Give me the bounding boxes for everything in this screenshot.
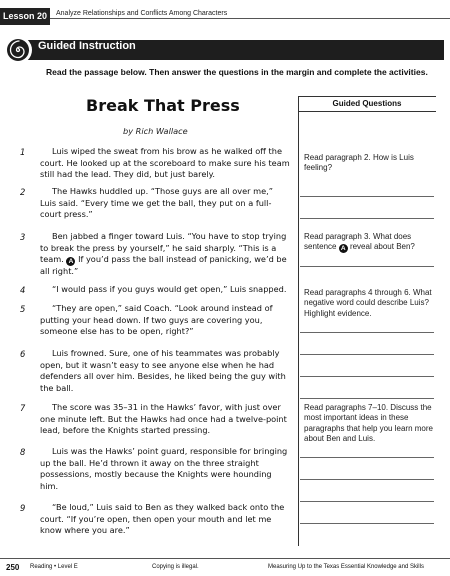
- answer-line[interactable]: [300, 501, 434, 502]
- marker-a-icon: A: [339, 244, 348, 253]
- lesson-subtitle: Analyze Relationships and Conflicts Among Characters: [56, 10, 228, 17]
- guided-questions-header: Guided Questions: [298, 96, 436, 112]
- guided-instruction-bar: [12, 40, 444, 60]
- paragraph-1: Luis wiped the sweat from his brow as he walked off the court. He looked up at the scoreboard to make sure his team still had the lead. They did, but just barely.: [40, 146, 290, 180]
- paragraph-6: Luis frowned. Sure, one of his teammates was probably open, but it wasn’t easy to see anyone else when he had defenders all over him. Besides, he liked being the guy with the ball.: [40, 348, 286, 393]
- answer-line[interactable]: [300, 398, 434, 399]
- page-number: 250: [6, 563, 20, 572]
- answer-line[interactable]: [300, 266, 434, 267]
- instructions-text: Read the passage below. Then answer the questions in the margin and complete the activities.: [46, 67, 428, 77]
- answer-line[interactable]: [300, 457, 434, 458]
- paragraph-9: “Be loud,” Luis said to Ben as they walked back onto the court. “If you’re open, then open your mouth and let me know where you are.”: [40, 502, 285, 536]
- paragraph-number: 8: [20, 447, 26, 457]
- paragraph-number: 2: [20, 187, 26, 197]
- guided-question-3: Read paragraphs 4 through 6. What negative word could describe Luis? Highlight evidence.: [304, 288, 432, 318]
- paragraph-number: 5: [20, 304, 26, 314]
- lesson-tab: Lesson 20: [0, 8, 50, 25]
- paragraph-number: 3: [20, 232, 26, 242]
- footer-rule: [0, 558, 450, 559]
- story-title: Break That Press: [86, 96, 240, 115]
- paragraph-2: The Hawks huddled up. “Those guys are all over me,” Luis said. “Every time we get the ball, they put on a full-court press.”: [40, 186, 273, 220]
- paragraph-8: Luis was the Hawks’ point guard, responsible for bringing up the ball. He’d thrown it away on the three straight possessions, mostly because the Knights were hounding him.: [40, 446, 288, 491]
- guided-question-4: Read paragraphs 7–10. Discuss the most important ideas in these paragraphs that help you learn more about Ben and Luis.: [304, 403, 433, 444]
- guided-question-2: Read paragraph 3. What does sentence A reveal about Ben?: [304, 232, 415, 253]
- paragraph-3: Ben jabbed a finger toward Luis. “You have to stop trying to break the press by yourself,” he said sharply. “This is a team. A If you’d pass the ball instead of panicking, we’d be all right.”: [40, 231, 287, 277]
- paragraph-number: 1: [20, 147, 26, 157]
- footer-level: Reading • Level E: [30, 564, 78, 570]
- paragraph-number: 9: [20, 503, 26, 513]
- answer-line[interactable]: [300, 332, 434, 333]
- answer-line[interactable]: [300, 523, 434, 524]
- guided-instruction-title: Guided Instruction: [38, 40, 136, 52]
- spiral-icon: [4, 36, 32, 64]
- footer-series: Measuring Up to the Texas Essential Knowledge and Skills: [268, 564, 424, 570]
- answer-line[interactable]: [300, 196, 434, 197]
- paragraph-number: 7: [20, 403, 26, 413]
- guided-question-1: Read paragraph 2. How is Luis feeling?: [304, 153, 414, 173]
- footer-copy-notice: Copying is illegal.: [152, 564, 199, 570]
- paragraph-4: “I would pass if you guys would get open,” Luis snapped.: [52, 284, 287, 294]
- paragraph-7: The score was 35–31 in the Hawks’ favor, with just over one minute left. But the Hawks had once had a twelve-point lead, before the Knights started pressing.: [40, 402, 287, 436]
- answer-line[interactable]: [300, 479, 434, 480]
- paragraph-number: 6: [20, 349, 26, 359]
- marker-a-icon: A: [66, 257, 75, 266]
- story-byline: by Rich Wallace: [123, 126, 188, 136]
- header-rule: [0, 18, 450, 19]
- paragraph-number: 4: [20, 285, 26, 295]
- answer-line[interactable]: [300, 218, 434, 219]
- paragraph-5: “They are open,” said Coach. “Look around instead of putting your head down. If two guys are covering you, someone else has to be open, right?”: [40, 303, 273, 337]
- answer-line[interactable]: [300, 376, 434, 377]
- answer-line[interactable]: [300, 354, 434, 355]
